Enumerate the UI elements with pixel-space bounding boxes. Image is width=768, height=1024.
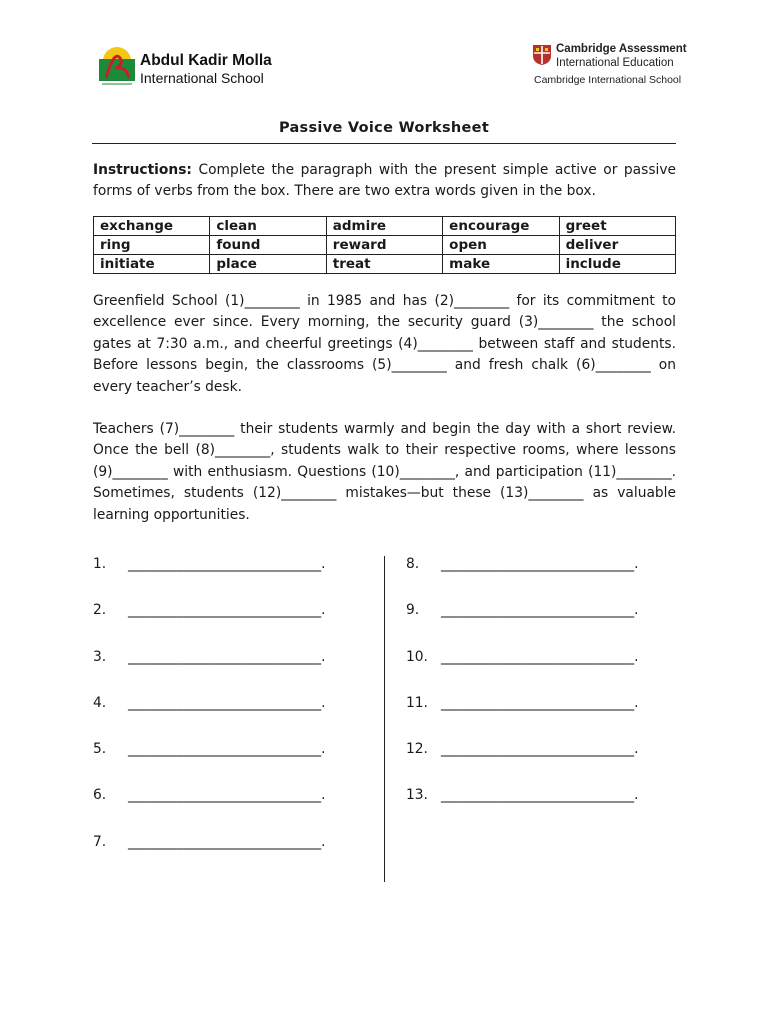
word-cell: admire: [326, 217, 442, 236]
answer-blank[interactable]: ____________________________.: [128, 833, 326, 850]
word-cell: ring: [94, 236, 210, 255]
word-box-row: [94, 236, 676, 255]
word-cell: exchange: [94, 217, 210, 236]
answer-blank[interactable]: ____________________________.: [128, 648, 326, 665]
answer-blank[interactable]: ____________________________.: [128, 787, 326, 804]
paragraph-2: Teachers (7)________ their students warmly and begin the day with a short review. Once the bell (8)________, students walk to their respective rooms, where lessons (9)________ with enthusiasm. Questions (10)________, and participation (11)________. Sometimes, students (12)________ mistakes—but these (13)________ as valuable learning opportunities.: [93, 421, 676, 523]
school-name: Abdul Kadir Molla: [140, 52, 272, 69]
word-cell: deliver: [559, 236, 675, 255]
cambridge-line-3: Cambridge International School: [534, 74, 682, 86]
answer-blank[interactable]: ____________________________.: [441, 741, 639, 758]
answer-number: 5.: [93, 741, 107, 758]
answer-number: 12.: [406, 741, 428, 758]
answer-number: 13.: [406, 787, 428, 804]
answer-blank[interactable]: ____________________________.: [441, 648, 639, 665]
word-cell: initiate: [94, 255, 210, 274]
cambridge-logo: [532, 42, 692, 88]
answer-number: 8.: [406, 556, 420, 572]
instructions: [93, 160, 676, 202]
word-cell: reward: [326, 236, 442, 255]
school-logo: [96, 44, 296, 90]
answer-number: 4.: [93, 694, 107, 711]
word-cell: encourage: [443, 217, 559, 236]
school-subtitle: International School: [140, 70, 264, 86]
column-divider: [384, 556, 385, 882]
answer-number: 10.: [406, 648, 428, 665]
answer-blank[interactable]: ____________________________.: [441, 694, 639, 711]
answer-number: 1.: [93, 556, 107, 572]
word-box: [93, 216, 676, 274]
word-cell: clean: [210, 217, 326, 236]
page-header: [0, 0, 768, 140]
answer-blank[interactable]: ____________________________.: [128, 556, 326, 572]
cambridge-line-1: Cambridge Assessment: [556, 43, 687, 55]
word-box-row: [94, 217, 676, 236]
instructions-text: Complete the paragraph with the present simple active or passive forms of verbs from the box. There are two extra words given in the box.: [93, 162, 676, 199]
answer-number: 11.: [406, 694, 428, 711]
word-cell: greet: [559, 217, 675, 236]
word-cell: place: [210, 255, 326, 274]
word-cell: open: [443, 236, 559, 255]
word-box-row: [94, 255, 676, 274]
answer-number: 6.: [93, 787, 107, 804]
word-cell: make: [443, 255, 559, 274]
answer-blank[interactable]: ____________________________.: [128, 694, 326, 711]
answer-blank[interactable]: ____________________________.: [441, 602, 639, 619]
instructions-label: Instructions:: [93, 162, 192, 178]
worksheet-title: Passive Voice Worksheet: [278, 120, 490, 136]
word-cell: treat: [326, 255, 442, 274]
answer-blank[interactable]: ____________________________.: [441, 787, 639, 804]
answer-blank[interactable]: ____________________________.: [128, 602, 326, 619]
paragraph-1: Greenfield School (1)________ in 1985 and has (2)________ for its commitment to excellence ever since. Every morning, the security guard (3)________ the school gates at 7:30 a.m., and cheerful greetings (4)________ between staff and students. Before lessons begin, the classrooms (5)________ and fresh chalk (6)________ on every teacher’s desk.: [93, 293, 676, 395]
answer-blank[interactable]: ____________________________.: [441, 556, 639, 572]
answer-blank[interactable]: ____________________________.: [128, 741, 326, 758]
cambridge-crest-icon: [532, 44, 552, 66]
word-cell: include: [559, 255, 675, 274]
cambridge-line-2: International Education: [556, 57, 674, 69]
word-cell: found: [210, 236, 326, 255]
school-emblem-icon: [96, 44, 138, 90]
answer-number: 3.: [93, 648, 107, 665]
title-rule: [92, 143, 676, 144]
answer-number: 9.: [406, 602, 420, 619]
answer-number: 2.: [93, 602, 107, 619]
answer-number: 7.: [93, 833, 107, 850]
